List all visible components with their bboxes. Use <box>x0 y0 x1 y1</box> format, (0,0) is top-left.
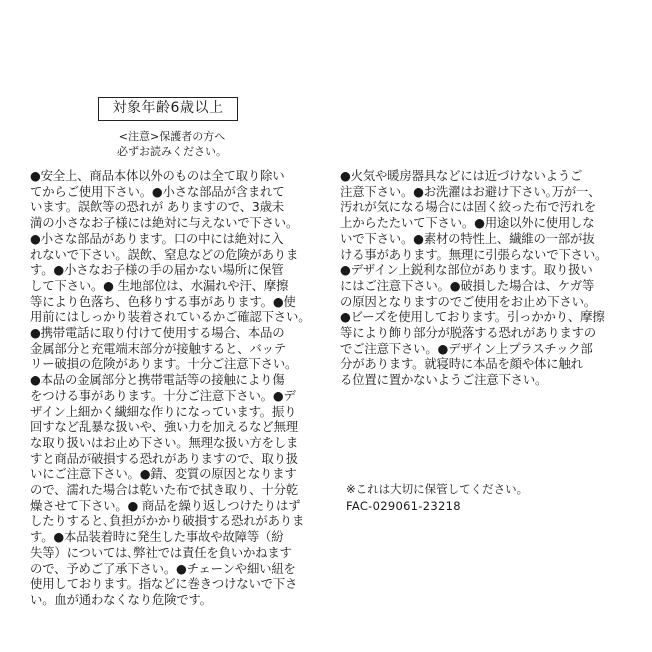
warning-line: ので、予めご了承下さい。●チェーンや細い紐を <box>30 560 296 576</box>
warning-line: ●ビーズを使用しております。引っかかり、摩擦 <box>340 309 605 325</box>
age-rating-label: 対象年齢6歳以上 <box>98 97 238 121</box>
warning-line: 金属部分と充電端末部分が接触すると、バッテ <box>30 340 287 356</box>
warning-line: います。誤飲等の恐れが ありますので、3歳未 <box>30 199 284 215</box>
warning-line: ので、濡れた場合は乾いた布で拭き取り、十分乾 <box>30 482 298 498</box>
warning-line: いで下さい。●素材の特性上、繊維の一部が抜 <box>340 230 595 246</box>
warning-line: ●本品の金属部分と携帯電話等の接触により傷 <box>30 372 285 388</box>
warning-line: ●小さな部品があります。口の中には絶対に入 <box>30 230 284 246</box>
warning-line: な取り扱いはお止め下さい。無理な扱い方をしま <box>30 434 299 450</box>
warning-line: 等により飾り部分が脱落する恐れがありますの <box>340 325 597 341</box>
warning-line: 燥させて下さい。● 商品を繰り返しつけたりはず <box>30 497 301 513</box>
warning-line: の原因となりますのでご使用をお止め下さい。 <box>340 293 597 309</box>
warning-line: る位置に置かないようご注意下さい。 <box>340 372 548 388</box>
warning-line: 満の小さなお子様には絶対に与えないで下さい。 <box>30 215 299 231</box>
warning-line: 上からたたいて下さい。●用途以外に使用しな <box>340 215 595 231</box>
warning-line: をつける事があります。十分ご注意下さい。●デ <box>30 387 296 403</box>
caution-line-1: <注意>保護者の方へ <box>118 130 226 143</box>
warning-line: ●火気や暖房器具などには近づけないようご <box>340 168 583 183</box>
keep-notice: ※これは大切に保管してください。 <box>346 482 529 496</box>
warning-line: 失等）については､弊社では責任を負いかねます <box>30 544 292 560</box>
warning-line: でご注意下さい。●デザイン上プラスチック部 <box>340 340 593 356</box>
warning-line: ●デザイン上鋭利な部位があります。取り扱い <box>340 262 593 278</box>
warning-line: 等により色落ち、色移りする事があります。●使 <box>30 293 296 309</box>
warnings-right-column <box>340 168 635 388</box>
warning-line: 汚れが気になる場合には固く絞った布で汚れを <box>340 199 597 215</box>
warning-line: にはご注意下さい。●破損した場合は、ケガ等 <box>340 277 595 293</box>
warning-line: ●携帯電話に取り付けて使用する場合、本品の <box>30 325 285 341</box>
warning-line: い。血が通わなくなり危険です。 <box>30 591 212 607</box>
warning-line: 使用しております。指などに巻きつけないで下さ <box>30 576 298 592</box>
warning-line: すと商品が破損する恐れがありますので、取り扱 <box>30 450 298 466</box>
warning-line: ザイン上細かく繊細な作りになっています。振り <box>30 403 297 419</box>
warning-line: 回すなど乱暴な扱いや、強い力を加えるなど無理 <box>30 419 298 435</box>
warning-line: す。●小さなお子様の手の届かない場所に保管 <box>30 262 284 278</box>
warning-line: したりすると､負担がかかり破損する恐れがありま <box>30 513 305 529</box>
caution-heading <box>92 129 252 159</box>
warning-line: す。●本品装着時に発生した事故や故障等（紛 <box>30 529 284 545</box>
product-code: FAC-029061-23218 <box>346 499 461 513</box>
warnings-left-column <box>30 168 330 608</box>
warning-line: れないで下さい。誤飲、窒息などの危険がありま <box>30 246 299 262</box>
warning-line: ●安全上、商品本体以外のものは全て取り除い <box>30 168 285 183</box>
warning-line: ける事があります。無理に引張らないで下さい。 <box>340 246 608 262</box>
warning-line: 用前にはしっかり装着されているかご確認下さい。 <box>30 309 311 325</box>
warning-line: いにご注意下さい。●錆、変質の原因となります <box>30 466 297 482</box>
warning-line: 注意下さい。●お洗濯はお避け下さい｡万が一、 <box>340 183 601 199</box>
warning-line: して下さい。● 生地部位は、水漏れや汗、摩擦 <box>30 277 289 293</box>
warning-line: 分があります。就寝時に本品を顔や体に触れ <box>340 356 583 372</box>
caution-line-2: 必ずお読みください。 <box>117 145 227 158</box>
warning-line: てからご使用下さい。●小さな部品が含まれて <box>30 183 285 199</box>
warning-line: リー破損の危険があります。十分ご注意下さい。 <box>30 356 298 372</box>
